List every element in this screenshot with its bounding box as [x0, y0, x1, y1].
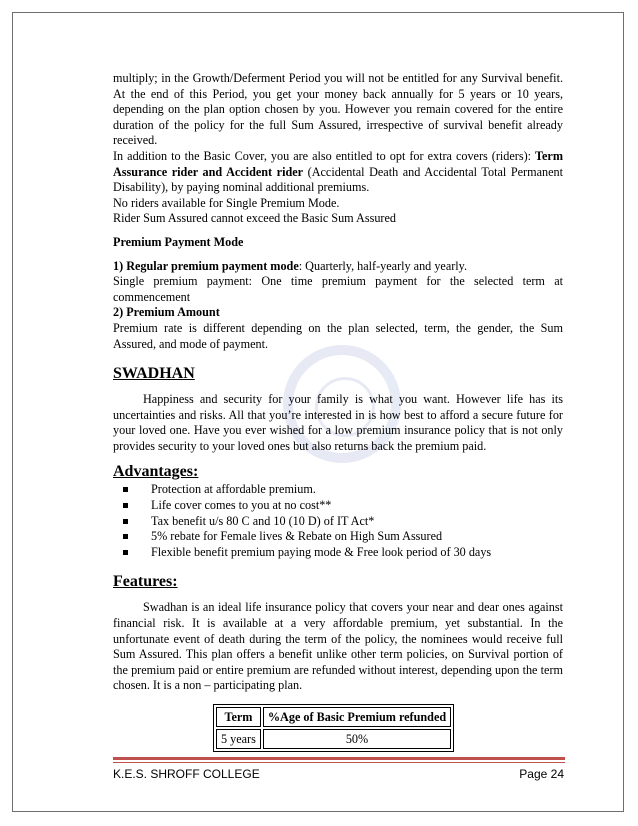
paragraph-riders — [113, 149, 563, 196]
square-bullet-icon — [123, 503, 128, 508]
no-riders-line: No riders available for Single Premium Mode. — [113, 195, 340, 210]
table-header-cell: %Age of Basic Premium refunded — [263, 707, 451, 727]
riders-lead-text: In addition to the Basic Cover, you are also entitled to opt for extra covers (riders): — [113, 148, 536, 163]
list-item: Life cover comes to you at no cost** — [123, 498, 563, 514]
riders-bold-text: Term Assurance rider and Accident rider — [113, 148, 563, 179]
features-text: Swadhan is an ideal life insurance policy that covers your near and dear ones against financial risk. It is available at a very affordable premium, yet substantial. In the unfortunate event of death during the term of the policy, the nominees would receive full Sum Assured. This plan offers a benefit unlike other term policies, on Survival portion of the premium paid or entire premium are refunded without interest, depending upon the term chosen. It is a non – participating plan. — [113, 600, 563, 693]
list-item: Flexible benefit premium paying mode & Free look period of 30 days — [123, 545, 563, 561]
single-premium-line: Single premium payment: One time premium payment for the selected term at commencement — [113, 274, 563, 304]
swadhan-heading: SWADHAN — [113, 365, 195, 383]
list-item: 5% rebate for Female lives & Rebate on High Sum Assured — [123, 529, 563, 545]
advantages-list — [113, 482, 563, 560]
list-item: Tax benefit u/s 80 C and 10 (10 D) of IT Act* — [123, 514, 563, 530]
square-bullet-icon — [123, 519, 128, 524]
footer-divider-thin — [113, 762, 565, 763]
table-cell: 5 years — [216, 729, 261, 749]
paragraph-survival-benefit: multiply; in the Growth/Deferment Period you will not be entitled for any Survival benefit. At the end of this Period, you get your money back annually for 5 years or 10 years, depending on the plan option chosen by you. However you remain covered for the entire duration of the policy for the full Sum Assured, irrespective of survival benefit already received. — [113, 71, 563, 148]
advantages-heading: Advantages: — [113, 463, 199, 481]
regular-premium-line: 1) Regular premium payment mode: Quarterly, half-yearly and yearly. — [113, 258, 468, 273]
square-bullet-icon — [123, 550, 128, 555]
features-heading: Features: — [113, 573, 178, 591]
list-item: Protection at affordable premium. — [123, 482, 563, 498]
footer-page-number: Page 24 — [519, 767, 564, 781]
rider-sum-line: Rider Sum Assured cannot exceed the Basic Sum Assured — [113, 211, 396, 226]
table-header-cell: Term — [216, 707, 261, 727]
riders-tail-text: (Accidental Death and Accidental Total Permanent Disability), by paying nominal additional premiums. — [113, 164, 563, 195]
table-header-row — [216, 707, 451, 727]
table-cell: 50% — [263, 729, 451, 749]
swadhan-intro: Happiness and security for your family is what you want. However life has its uncertainties and risks. All that you’re interested in is how best to afford a secure future for your loved one. Have you ever wished for a low premium insurance policy that is not only provides security to your loved ones but also returns back the premium paid. — [113, 392, 563, 453]
page-content — [113, 71, 563, 694]
table-row — [216, 729, 451, 749]
footer-divider — [113, 757, 565, 760]
premium-mode-heading: Premium Payment Mode — [113, 234, 244, 249]
premium-amount-heading: 2) Premium Amount — [113, 305, 220, 320]
square-bullet-icon — [123, 534, 128, 539]
footer-college-name: K.E.S. SHROFF COLLEGE — [113, 767, 260, 781]
premium-refund-table — [213, 704, 454, 752]
premium-rate-text: Premium rate is different depending on the plan selected, term, the gender, the Sum Assured, and mode of payment. — [113, 320, 563, 351]
square-bullet-icon — [123, 487, 128, 492]
